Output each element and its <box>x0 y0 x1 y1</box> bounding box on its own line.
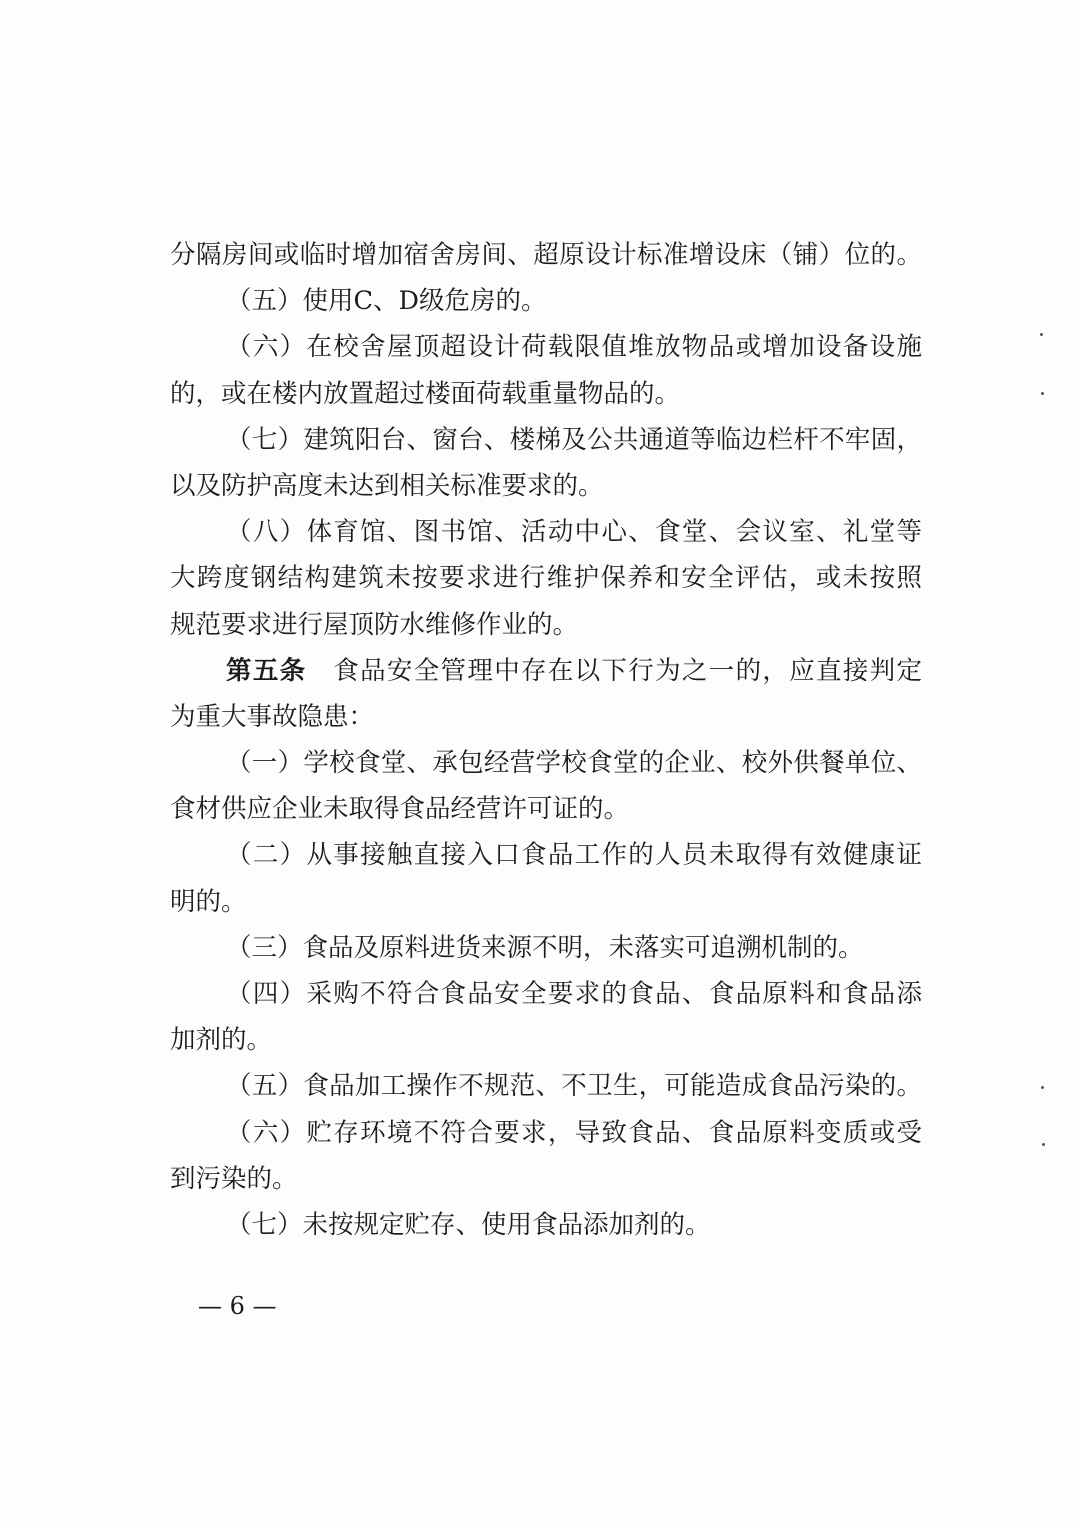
line-text: （七）未按规定贮存、使用食品添加剂的。 <box>226 1209 711 1240</box>
text-line <box>170 1017 922 1063</box>
document-body <box>170 232 922 1248</box>
line-text: （四）采购不符合食品安全要求的食品、食品原料和食品添 <box>226 979 922 1009</box>
line-text: （五）使用C、D级危房的。 <box>226 286 547 317</box>
line-text: 为重大事故隐患： <box>170 701 375 732</box>
text-line <box>170 971 922 1017</box>
scan-speck <box>1042 1143 1045 1146</box>
line-text: 食材供应企业未取得食品经营许可证的。 <box>170 794 630 825</box>
scan-speck <box>1041 392 1044 395</box>
line-text: （一）学校食堂、承包经营学校食堂的企业、校外供餐单位、 <box>226 748 922 779</box>
text-line <box>170 648 922 694</box>
line-text: （六）在校舍屋顶超设计荷载限值堆放物品或增加设备设施 <box>226 332 922 363</box>
line-text: （二）从事接触直接入口食品工作的人员未取得有效健康证 <box>226 840 922 871</box>
line-text: 明的。 <box>170 886 247 917</box>
text-line <box>170 509 922 555</box>
text-line <box>170 417 922 463</box>
text-line <box>170 602 922 648</box>
text-line <box>170 232 922 278</box>
article-heading: 第五条 <box>226 655 334 686</box>
line-text: （七）建筑阳台、窗台、楼梯及公共通道等临边栏杆不牢固， <box>226 424 922 455</box>
text-line <box>170 1110 922 1156</box>
text-line <box>170 1202 922 1248</box>
text-line <box>170 694 922 740</box>
line-text: （六）贮存环境不符合要求，导致食品、食品原料变质或受 <box>226 1117 922 1148</box>
text-line <box>170 463 922 509</box>
text-line <box>170 740 922 786</box>
text-line <box>170 278 922 324</box>
line-text: 以及防护高度未达到相关标准要求的。 <box>170 470 604 501</box>
line-text: 大跨度钢结构建筑未按要求进行维护保养和安全评估，或未按照 <box>170 563 922 594</box>
line-text: （五）食品加工操作不规范、不卫生，可能造成食品污染的。 <box>226 1071 922 1102</box>
line-text: （八）体育馆、图书馆、活动中心、食堂、会议室、礼堂等 <box>226 517 922 548</box>
line-text: 加剂的。 <box>170 1025 273 1056</box>
line-text: （三）食品及原料进货来源不明，未落实可追溯机制的。 <box>226 932 864 963</box>
line-text: 食品安全管理中存在以下行为之一的，应直接判定 <box>333 655 922 686</box>
text-line <box>170 371 922 417</box>
line-text: 的，或在楼内放置超过楼面荷载重量物品的。 <box>170 378 681 409</box>
text-line <box>170 1063 922 1109</box>
text-line <box>170 324 922 370</box>
line-text: 分隔房间或临时增加宿舍房间、超原设计标准增设床（铺）位的。 <box>170 240 922 270</box>
line-text: 规范要求进行屋顶防水维修作业的。 <box>170 609 579 640</box>
line-text: 到污染的。 <box>170 1163 298 1194</box>
text-line <box>170 786 922 832</box>
page-number: — 6 — <box>198 1292 277 1320</box>
text-line <box>170 879 922 925</box>
text-line <box>170 555 922 601</box>
text-line <box>170 925 922 971</box>
text-line <box>170 832 922 878</box>
scan-speck <box>1040 333 1043 336</box>
scan-speck <box>1041 1086 1044 1089</box>
text-line <box>170 1156 922 1202</box>
